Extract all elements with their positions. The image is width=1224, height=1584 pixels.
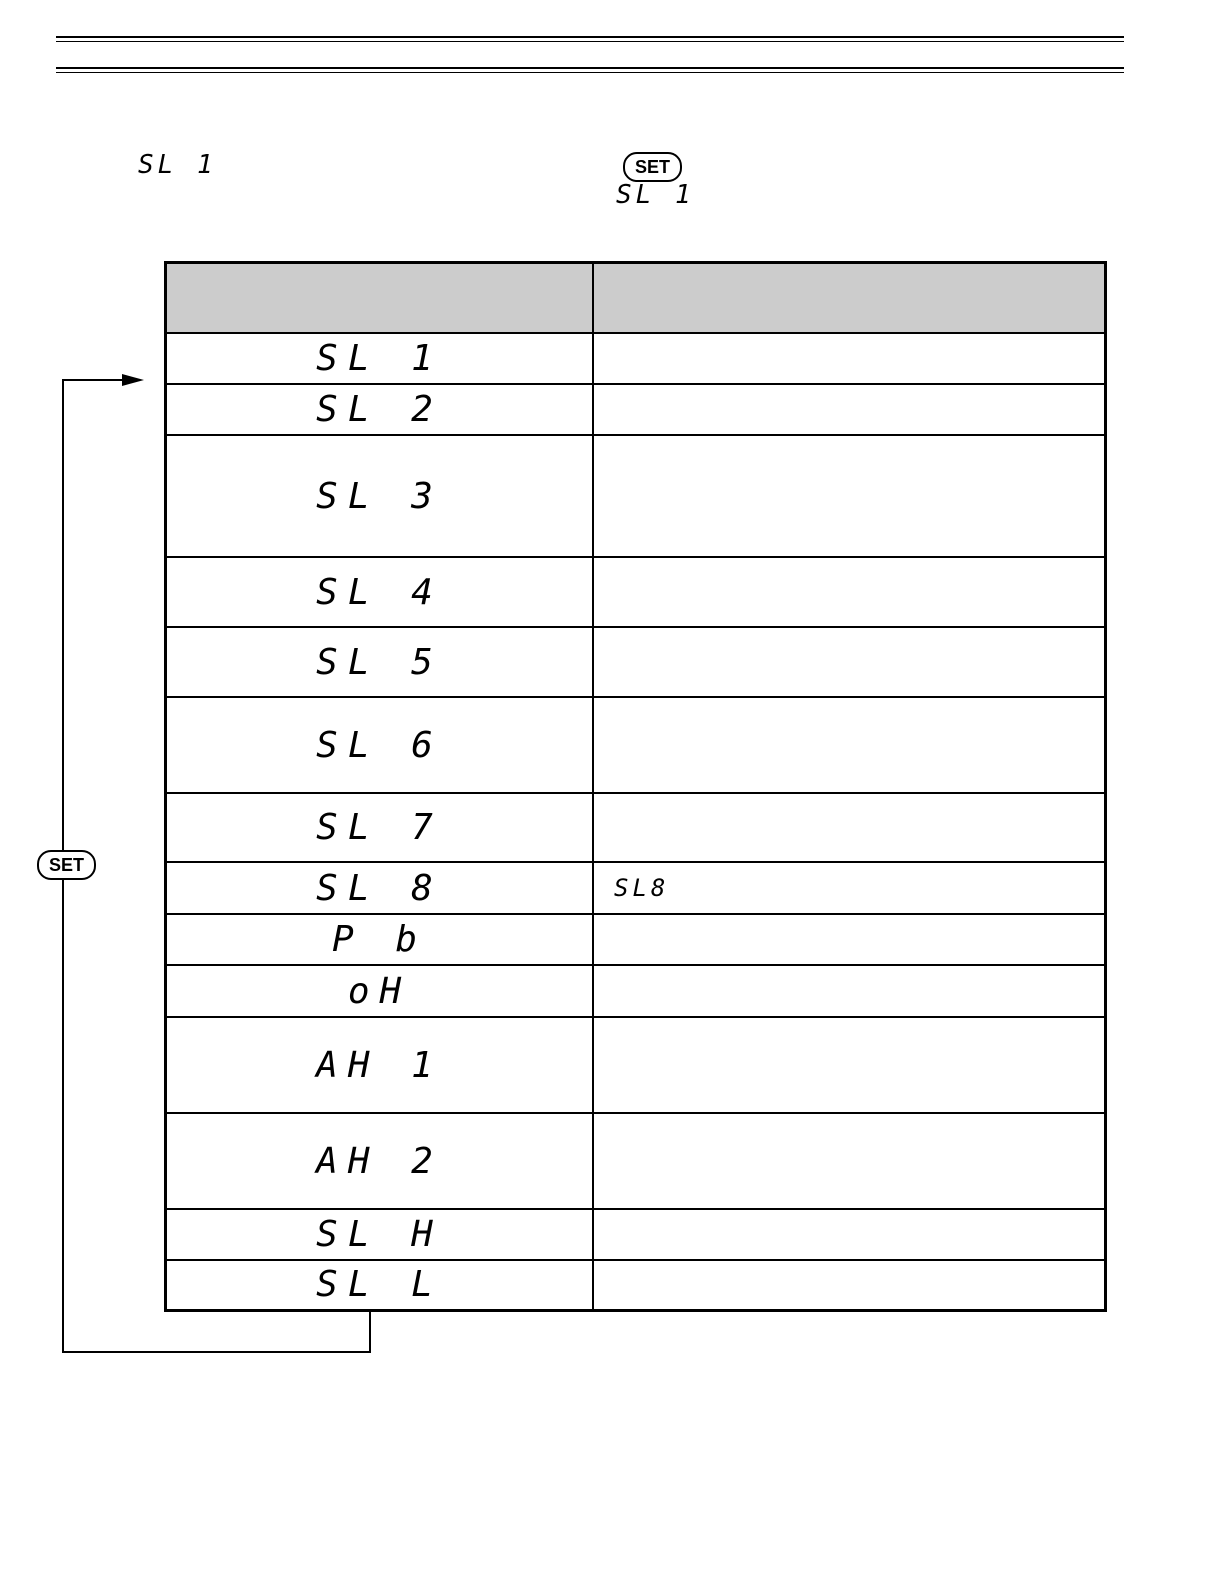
description-cell <box>593 862 1106 914</box>
display-code-cell <box>166 862 594 914</box>
description-cell <box>593 1209 1106 1260</box>
table-row <box>166 557 1106 627</box>
description-cell <box>593 557 1106 627</box>
description-cell <box>593 627 1106 697</box>
display-code-cell <box>166 1113 594 1209</box>
intro-left-display: SL 1 <box>138 150 217 180</box>
description-cell <box>593 1260 1106 1310</box>
description-text: SL8 <box>614 874 670 902</box>
display-code: SL L <box>316 1264 443 1306</box>
intro-set-key[interactable]: SET <box>623 152 682 182</box>
loop-line-bottom <box>62 1351 371 1353</box>
display-code-cell <box>166 1260 594 1310</box>
display-code: P b <box>331 919 428 960</box>
description-cell <box>593 1113 1106 1209</box>
top-rule-1 <box>56 36 1124 38</box>
display-code-cell <box>166 914 594 965</box>
display-code-cell <box>166 557 594 627</box>
header-display-column <box>166 263 594 334</box>
parameter-table <box>164 261 1107 1312</box>
display-code: SL 7 <box>316 807 443 848</box>
display-code-cell <box>166 697 594 793</box>
table-row <box>166 384 1106 435</box>
top-rule-2 <box>56 41 1124 42</box>
display-code-cell <box>166 793 594 862</box>
display-code-cell <box>166 435 594 557</box>
table-row <box>166 793 1106 862</box>
display-code: AH 2 <box>316 1140 443 1182</box>
table-row <box>166 965 1106 1017</box>
description-cell <box>593 965 1106 1017</box>
table-row <box>166 435 1106 557</box>
table-row <box>166 697 1106 793</box>
display-code: SL 4 <box>316 571 443 613</box>
description-cell <box>593 1017 1106 1113</box>
display-code-cell <box>166 1017 594 1113</box>
description-cell <box>593 333 1106 384</box>
display-code: SL 5 <box>316 641 443 683</box>
table-row <box>166 1260 1106 1310</box>
description-cell <box>593 697 1106 793</box>
table-row <box>166 627 1106 697</box>
display-code: SL 3 <box>316 475 443 517</box>
display-code: SL 2 <box>316 389 443 430</box>
display-code: SL H <box>316 1214 443 1255</box>
display-code-cell <box>166 965 594 1017</box>
top-rule-3 <box>56 67 1124 69</box>
display-code-cell <box>166 627 594 697</box>
table-row <box>166 1113 1106 1209</box>
loop-set-key[interactable]: SET <box>37 850 96 880</box>
description-cell <box>593 435 1106 557</box>
display-code-cell <box>166 384 594 435</box>
display-code: AH 1 <box>316 1044 443 1086</box>
table-row <box>166 333 1106 384</box>
intro-right-display: SL 1 <box>616 180 695 210</box>
header-description-column <box>593 263 1106 334</box>
table-header-row <box>166 263 1106 334</box>
display-code: oH <box>347 970 412 1012</box>
display-code-cell <box>166 1209 594 1260</box>
description-cell <box>593 914 1106 965</box>
loop-line-top <box>62 379 124 381</box>
description-cell <box>593 793 1106 862</box>
display-code-cell <box>166 333 594 384</box>
description-cell <box>593 384 1106 435</box>
top-rule-4 <box>56 72 1124 73</box>
loop-line-bottom-stub <box>369 1310 371 1353</box>
table-row <box>166 914 1106 965</box>
table-row <box>166 862 1106 914</box>
display-code: SL 6 <box>316 724 443 766</box>
table-row <box>166 1017 1106 1113</box>
display-code: SL 1 <box>316 338 443 379</box>
table-row <box>166 1209 1106 1260</box>
display-code: SL 8 <box>316 867 443 909</box>
loop-arrowhead-icon <box>122 374 144 386</box>
